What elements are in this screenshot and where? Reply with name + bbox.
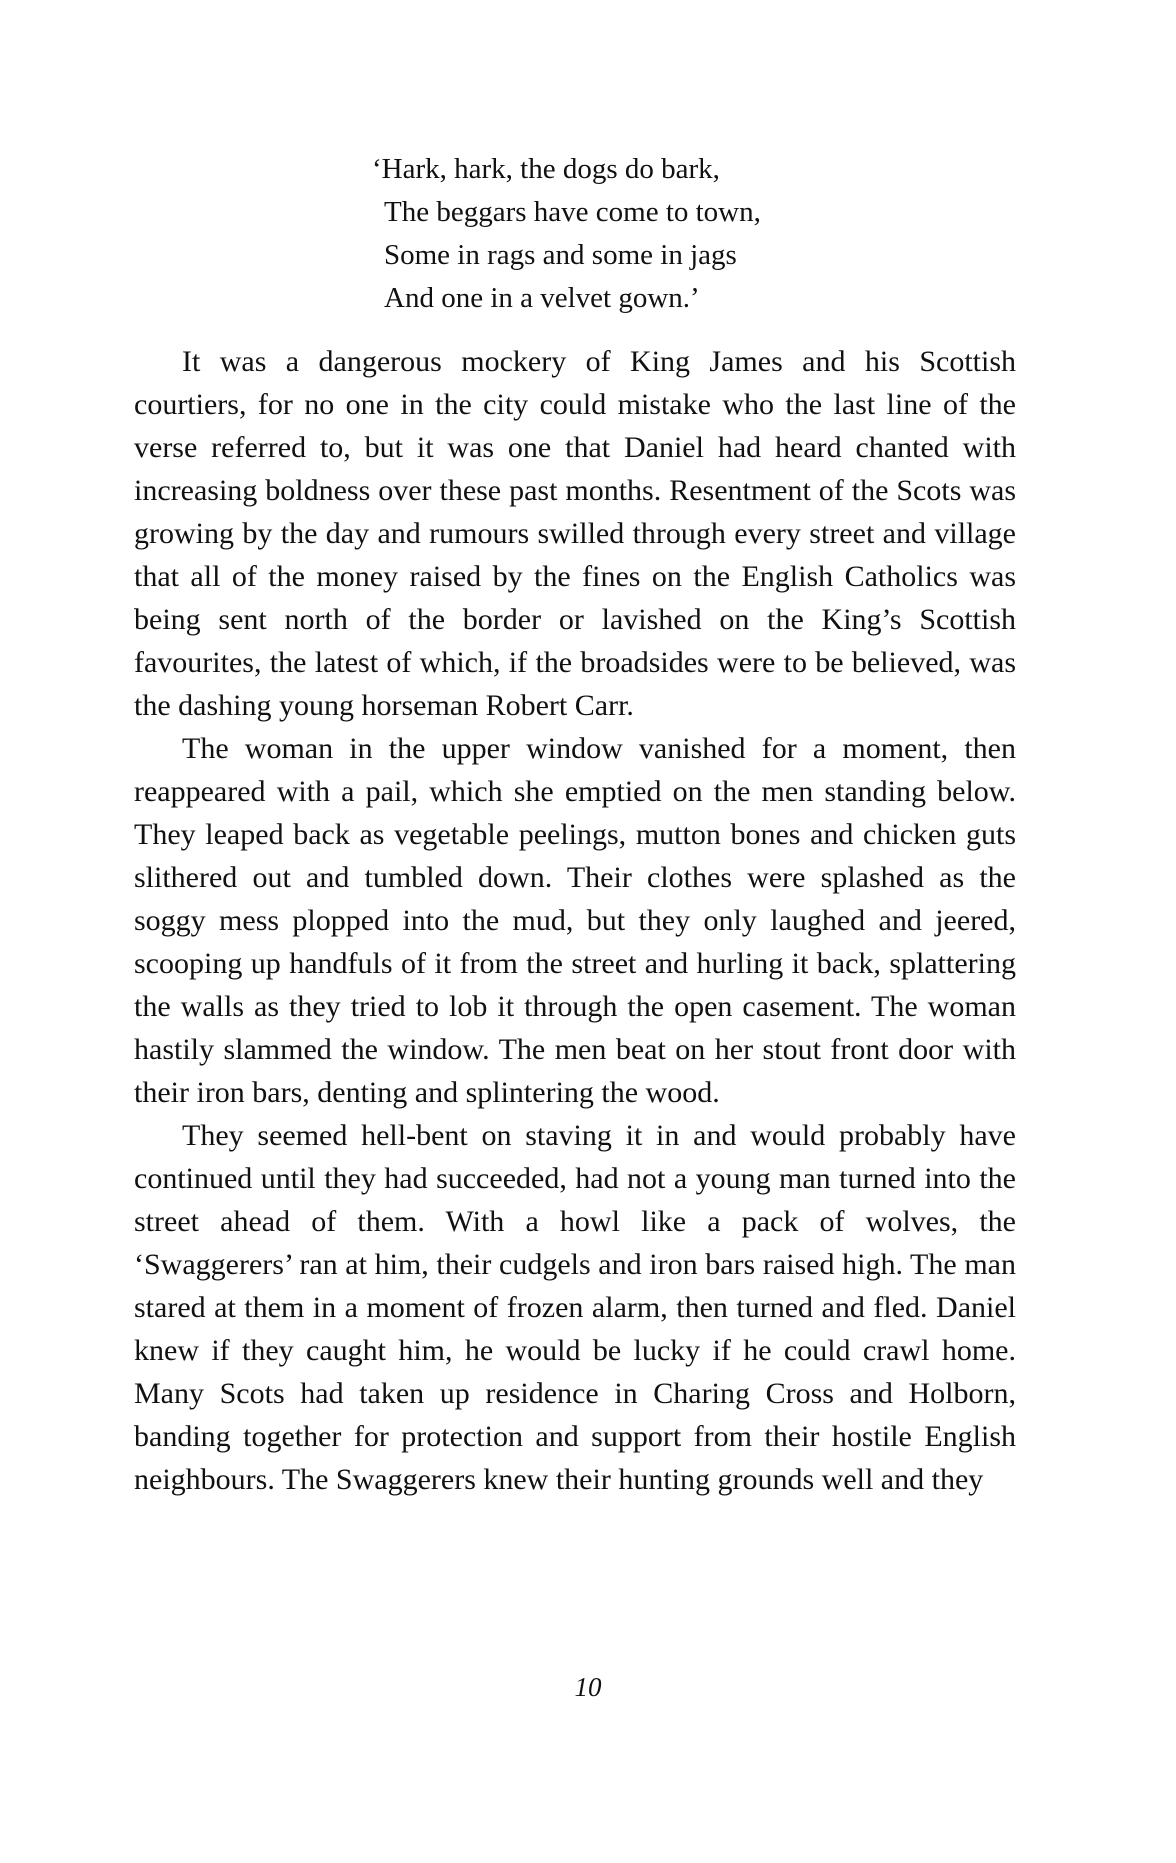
paragraph: The woman in the upper window vanished for a moment, then reappeared with a pail, which she emptied on the men standing below. They leaped back as vegetable peelings, mutton bones and chicken guts slithered out and tumbled down. Their clothes were splashed as the soggy mess plopped into the mud, but they only laughed and jeered, scooping up handfuls of it from the street and hurling it back, splattering the walls as they tried to lob it through the open casement. The woman hastily slammed the window. The men beat on her stout front door with their iron bars, denting and splintering the wood. <box>134 732 1016 1109</box>
verse-line: And one in a velvet gown.’ <box>384 282 700 314</box>
verse-block <box>372 148 761 320</box>
verse-line: ‘Hark, hark, the dogs do bark, <box>372 153 720 185</box>
paragraph: It was a dangerous mockery of King James and his Scottish courtiers, for no one in the city could mistake who the last line of the verse referred to, but it was one that Daniel had heard chanted with increasing boldness over these past months. Resentment of the Scots was growing by the day and rumours swilled through every street and village that all of the money raised by the fines on the English Catholics was being sent north of the border or lavished on the King’s Scottish favourites, the latest of which, if the broadsides were to be believed, was the dashing young horseman Robert Carr. <box>134 345 1016 722</box>
paragraph: They seemed hell-bent on staving it in and would probably have continued until they had succeeded, had not a young man turned into the street ahead of them. With a howl like a pack of wolves, the ‘Swaggerers’ ran at him, their cudgels and iron bars raised high. The man stared at them in a moment of frozen alarm, then turned and fled. Daniel knew if they caught him, he would be lucky if he could crawl home. Many Scots had taken up residence in Charing Cross and Holborn, banding together for protection and support from their hostile English neighbours. The Swaggerers knew their hunting grounds well and they <box>134 1119 1016 1496</box>
verse-line: The beggars have come to town, <box>384 196 761 228</box>
verse-line: Some in rags and some in jags <box>384 239 737 271</box>
page-number: 10 <box>574 1672 602 1702</box>
body-text <box>134 340 1016 1501</box>
